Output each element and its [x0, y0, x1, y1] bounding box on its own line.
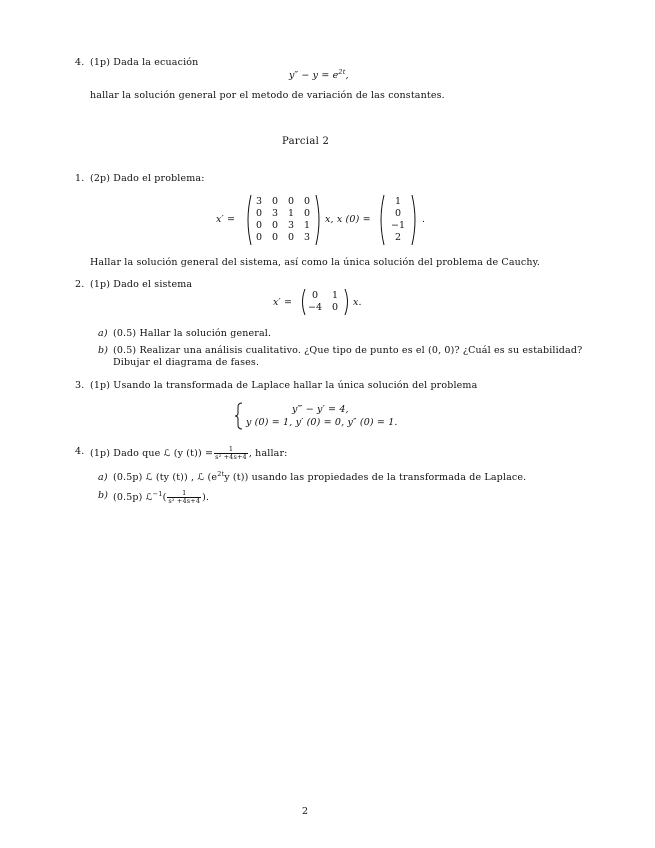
- problem-3-number: 3.: [75, 380, 85, 391]
- matrix-cell: 0: [311, 290, 319, 301]
- matrix-cell: 3: [287, 220, 295, 231]
- matrix-cell: 1: [303, 220, 311, 231]
- item-b-open: (: [162, 492, 167, 503]
- problem-3-system-line2: y (0) = 1, y′ (0) = 0, y″ (0) = 1.: [246, 417, 398, 428]
- problem-2-stem: (1p) Dado el sistema: [90, 279, 193, 290]
- problem-2-item-a-text: (0.5) Hallar la solución general.: [113, 328, 272, 339]
- vector-left-paren: [377, 194, 385, 246]
- matrix-cell: 0: [331, 302, 339, 313]
- problem-1-mid: x, x (0) =: [325, 214, 371, 225]
- prev-problem-number: 4.: [75, 57, 85, 68]
- prev-problem-equation: [289, 70, 349, 82]
- item-b-close: ).: [202, 492, 210, 503]
- fraction-numerator: 1: [167, 490, 201, 498]
- problem-2-item-a-label: a): [98, 328, 108, 339]
- matrix-cell: 0: [255, 232, 263, 243]
- problem-3-stem: (1p) Usando la transformada de Laplace hallar la única solución del problema: [90, 380, 478, 391]
- matrix-left-paren: [244, 194, 252, 246]
- matrix-cell: 0: [303, 196, 311, 207]
- problem-2-item-b-text-line2: Dibujar el diagrama de fases.: [113, 357, 260, 368]
- matrix-cell: 0: [255, 208, 263, 219]
- problem-2-number: 2.: [75, 279, 85, 290]
- matrix-cell: 0: [271, 220, 279, 231]
- matrix2-left-paren: [299, 288, 306, 316]
- item-b-pre: (0.5p) ℒ: [113, 492, 153, 503]
- vector-cell: −1: [391, 220, 406, 231]
- vector-cell: 2: [394, 232, 402, 243]
- matrix-cell: −4: [308, 302, 323, 313]
- problem-2-rhs: x.: [353, 297, 362, 308]
- problem-4-item-b-text: [113, 490, 209, 505]
- fraction-denominator: s² +4s+4: [168, 497, 201, 505]
- problem-4-item-a-label: a): [98, 472, 108, 483]
- problem-4-stem: [90, 446, 288, 461]
- problem-3-system-line1: y‴ − y′ = 4,: [292, 404, 349, 415]
- page-number: 2: [302, 806, 309, 817]
- problem-4-item-a-text: [113, 472, 526, 484]
- problem-4-number: 4.: [75, 446, 85, 457]
- problem-1-number: 1.: [75, 173, 85, 184]
- problem-1-follow: Hallar la solución general del sistema, así como la única solución del problema de Cauchy.: [90, 257, 541, 268]
- item-b-superscript: −1: [152, 490, 163, 498]
- matrix-cell: 0: [287, 196, 295, 207]
- fraction-denominator: s² +4s+4: [215, 453, 247, 461]
- matrix-cell: 1: [287, 208, 295, 219]
- prev-equation-exponent: 2t: [338, 68, 346, 76]
- problem-4-item-b-label: b): [98, 490, 109, 501]
- prev-problem-follow: hallar la solución general por el metodo de variación de las constantes.: [90, 90, 445, 101]
- matrix-cell: 0: [271, 232, 279, 243]
- prev-equation-lhs: y″ − y = e: [289, 70, 339, 81]
- problem-4-stem-pre: (1p) Dado que ℒ (y (t)) =: [90, 448, 214, 459]
- item-a-exponent: 2t: [217, 470, 225, 478]
- item-a-pre: (0.5p) ℒ (ty (t)) , ℒ (e: [113, 472, 218, 483]
- item-a-post: y (t)) usando las propiedades de la transformada de Laplace.: [224, 472, 527, 483]
- matrix-right-paren: [315, 194, 323, 246]
- vector-cell: 0: [394, 208, 402, 219]
- problem-2-item-b-label: b): [98, 345, 109, 356]
- problem-2-item-b-text: (0.5) Realizar una análisis cualitativo. ¿Que tipo de punto es el (0, 0)? ¿Cuál es su estabilidad?: [113, 345, 583, 356]
- matrix-cell: 3: [271, 208, 279, 219]
- matrix-cell: 0: [287, 232, 295, 243]
- section-title: Parcial 2: [282, 136, 330, 147]
- prev-equation-tail: ,: [345, 70, 349, 81]
- fraction-numerator: 1: [214, 446, 248, 454]
- item-b-fraction: [167, 490, 201, 505]
- vector-right-paren: [411, 194, 419, 246]
- vector-cell: 1: [394, 196, 402, 207]
- prev-problem-stem: (1p) Dada la ecuación: [90, 57, 199, 68]
- matrix-cell: 0: [303, 208, 311, 219]
- problem-4-fraction: [214, 446, 248, 461]
- matrix-cell: 3: [255, 196, 263, 207]
- matrix-cell: 1: [331, 290, 339, 301]
- problem-1-stem: (2p) Dado el problema:: [90, 173, 205, 184]
- problem-4-stem-post: , hallar:: [248, 448, 288, 459]
- matrix2-right-paren: [344, 288, 351, 316]
- matrix-cell: 3: [303, 232, 311, 243]
- problem-2-lhs: x′ =: [273, 297, 293, 308]
- system-brace: [234, 402, 244, 430]
- matrix-cell: 0: [255, 220, 263, 231]
- problem-1-tail: .: [422, 214, 426, 225]
- matrix-cell: 0: [271, 196, 279, 207]
- problem-1-lhs: x′ =: [216, 214, 236, 225]
